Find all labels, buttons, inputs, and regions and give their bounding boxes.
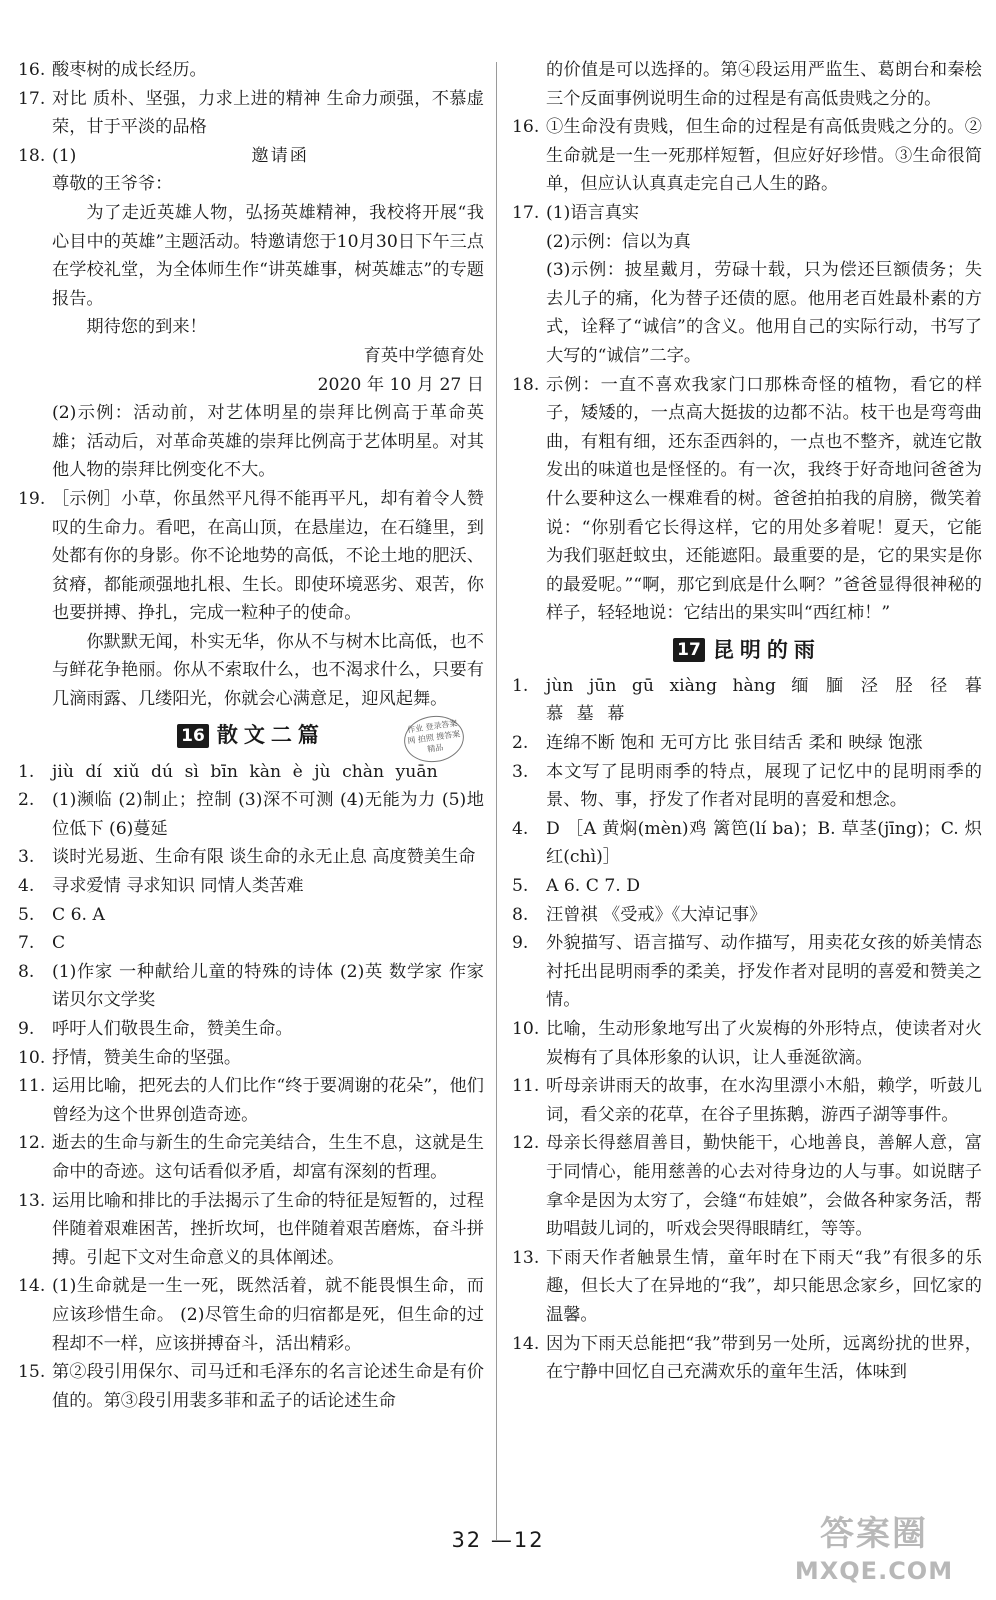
answer-item: 14. (1)生命就是一生一死，既然活着，就不能畏惧生命，而应该珍惜生命。 (2)尽管生命的归宿都是死，但生命的过程却不一样，应该拼搏奋斗，活出精彩。: [18, 1276, 484, 1354]
column-divider: [496, 62, 497, 1540]
answer-text: (3)示例：披星戴月，劳碌十载，只为偿还巨额债务；失去儿子的痛，化为替子还债的愿。他用老百姓最朴素的方式，诠释了“诚信”的含义。他用自己的实际行动，书写了大写的“诚信”二字。: [546, 260, 982, 366]
answer-item: 12. 逝去的生命与新生的生命完美结合，生生不息，这就是生命中的奇迹。这句话看似矛盾，却富有深刻的哲理。: [18, 1133, 484, 1182]
answer-item: 4. 寻求爱情 寻求知识 同情人类苦难: [18, 876, 304, 897]
letter-closing: 期待您的到来！: [86, 317, 207, 338]
answer-item: 12. 母亲长得慈眉善目，勤快能干，心地善良，善解人意，富于同情心，能用慈善的心去对待身边的人与事。如说瞎子拿伞是因为太穷了，会缝“布娃娘”，会做各种家务活，帮助唱鼓儿词的，听戏会哭得眼睛红，等等。: [512, 1133, 982, 1240]
page-number: 32 —12: [451, 1528, 545, 1552]
watermark-logo: [774, 1512, 974, 1594]
letter-date: 2020 年 10 月 27 日: [317, 374, 484, 395]
answer-item: 2. 连绵不断 饱和 无可方比 张目结舌 柔和 映绿 饱涨: [512, 733, 923, 754]
answer-item: 9. 呼吁人们敬畏生命，赞美生命。: [18, 1019, 293, 1039]
section-title: 昆明的雨: [712, 637, 821, 662]
answer-item: 16. 酸枣树的成长经历。: [18, 60, 207, 80]
answer-item: 11. 听母亲讲雨天的故事，在水沟里漂小木船，赖学，听鼓儿词，看父亲的花草，在谷子里拣鹅，游西子湖等事件。: [512, 1076, 982, 1125]
answer-item: 11. 运用比喻，把死去的人们比作“终于要凋谢的花朵”，他们曾经为这个世界创造奇迹。: [18, 1076, 484, 1125]
right-column: [512, 56, 982, 1387]
answer-paragraph: 你默默无闻，朴实无华，你从不与树木比高低，也不与鲜花争艳丽。你从不索取什么，也不渴求什么，只要有几滴雨露、几缕阳光，你就会心满意足，迎风起舞。: [52, 631, 484, 710]
answer-item: 18. (1) 邀请函: [18, 142, 484, 171]
answer-item: 17. (1)语言真实: [512, 202, 640, 223]
answer-item: 18. 示例：一直不喜欢我家门口那株奇怪的植物，看它的样子，矮矮的，一点高大挺拔的边都不沾。枝干也是弯弯曲曲，有粗有细，还东歪西斜的，一点也不整齐，就连它散发出的味道也是怪怪的。有一次，我终于好奇地问爸爸为什么要种这么一棵难看的树。爸爸拍拍我的肩膀，微笑着说：“你别看它长得这样，它的用处多着呢！夏天，它能为我们驱赶蚊虫，还能遮阳。最重要的是，它的果实是你的最爱呢。”“啊，那它到底是什么啊？”爸爸显得很神秘的样子，轻轻地说：它结出的果实叫“西红柿！”: [512, 374, 982, 624]
answer-item: 3. 谈时光易逝、生命有限 谈生命的永无止息 高度赞美生命: [18, 847, 476, 868]
letter-body: 为了走近英雄人物，弘扬英雄精神，我校将开展“我心目中的英雄”主题活动。特邀请您于10月30日下午三点在学校礼堂，为全体师生作“讲英雄事，树英雄志”的专题报告。: [52, 202, 484, 309]
answer-item: 8. 汪曾祺 《受戒》《大淖记事》: [512, 904, 767, 925]
answer-item: 10. 抒情，赞美生命的坚强。: [18, 1047, 242, 1068]
section-heading-17: [512, 628, 982, 672]
section-number-badge: 17: [673, 638, 705, 662]
answer-item: 19. ［示例］小草，你虽然平凡得不能再平凡，却有着令人赞叹的生命力。看吧，在高山顶，在悬崖边，在石缝里，到处都有你的身影。你不论地势的高低，不论土地的肥沃、贫瘠，都能顽强地扎根、生长。即使环境恶劣、艰苦，你也要拼搏、挣扎，完成一粒种子的使命。: [18, 488, 484, 624]
watermark-url: MXQE.COM: [794, 1557, 954, 1585]
answer-item: 17. 对比 质朴、坚强，力求上进的精神 生命力顽强，不慕虚荣，甘于平淡的品格: [18, 88, 484, 138]
answer-item: 1. jùn jūn gū xiàng hàng 缅 腼 泾 胫 径 暮 慕 墓 幕: [512, 675, 982, 725]
answer-item: 7. C: [18, 933, 66, 954]
answer-item: 1. jiù dí xiǔ dú sì bīn kàn è jù chàn yuān: [18, 761, 438, 782]
letter-title-row: (1) 邀请函: [52, 142, 484, 171]
answer-item: 8. (1)作家 一种献给儿童的特殊的诗体 (2)英 数学家 作家 诺贝尔文学奖: [18, 961, 484, 1011]
answer-text: (2)示例：信以为真: [546, 231, 691, 252]
answer-item: 4. D ［A 黄焖(mèn)鸡 篱笆(lí ba)；B. 草茎(jīng)；C. 炽红(chì)］: [512, 818, 982, 868]
answer-text: (2)示例：活动前，对艺体明星的崇拜比例高于革命英雄；活动后，对革命英雄的崇拜比例高于艺体明星。对其他人物的崇拜比例变化不大。: [52, 403, 484, 481]
section-number-badge: 16: [177, 724, 209, 748]
letter-sender: 育英中学德育处: [363, 345, 484, 366]
watermark-main: 答案圈: [820, 1514, 928, 1554]
answer-item: 16. ①生命没有贵贱，但生命的过程是有高低贵贱之分的。②生命就是一生一死那样短暂，但应好好珍惜。③生命很简单，但应认认真真走完自己人生的路。: [512, 117, 982, 195]
answer-item: 5. C 6. A: [18, 904, 105, 925]
stamp-logo: 作业 登录答案网 拍照 搜答案 精品: [401, 712, 467, 766]
answer-item: 13. 运用比喻和排比的手法揭示了生命的特征是短暂的，过程伴随着艰难困苦，挫折坎坷，也伴随着艰苦磨炼，奋斗拼搏。引起下文对生命意义的具体阐述。: [18, 1190, 484, 1268]
answer-item: 14. 因为下雨天总能把“我”带到另一处所，远离纷扰的世界，在宁静中回忆自己充满欢乐的童年生活，体味到: [512, 1333, 982, 1383]
answer-item: 2. (1)濒临 (2)制止；控制 (3)深不可测 (4)无能为力 (5)地位低下 (6)蔓延: [18, 790, 484, 839]
answer-item: 5. A 6. C 7. D: [512, 876, 640, 897]
answer-item: 10. 比喻，生动形象地写出了火炭梅的外形特点，使读者对火炭梅有了具体形象的认识，让人垂涎欲滴。: [512, 1019, 982, 1068]
answer-item: 9. 外貌描写、语言描写、动作描写，用卖花女孩的娇美情态衬托出昆明雨季的柔美，抒发作者对昆明的喜爱和赞美之情。: [512, 933, 982, 1011]
letter-title: 邀请函: [251, 145, 309, 166]
letter-salutation: 尊敬的王爷爷：: [52, 174, 173, 195]
answer-item: 3. 本文写了昆明雨季的特点，展现了记忆中的昆明雨季的景、物、事，抒发了作者对昆明的喜爱和想念。: [512, 761, 982, 811]
answer-item: 13. 下雨天作者触景生情，童年时在下雨天“我”有很多的乐趣，但长大了在异地的“我”，却只能思念家乡，回忆家的温馨。: [512, 1247, 982, 1325]
section-title: 散文二篇: [216, 723, 325, 748]
answer-item: 15. 第②段引用保尔、司马迁和毛泽东的名言论述生命是有价值的。第③段引用裴多菲和孟子的话论述生命: [18, 1362, 484, 1411]
answer-continuation: 的价值是可以选择的。第④段运用严监生、葛朗台和秦桧三个反面事例说明生命的过程是有高低贵贱之分的。: [546, 60, 982, 109]
